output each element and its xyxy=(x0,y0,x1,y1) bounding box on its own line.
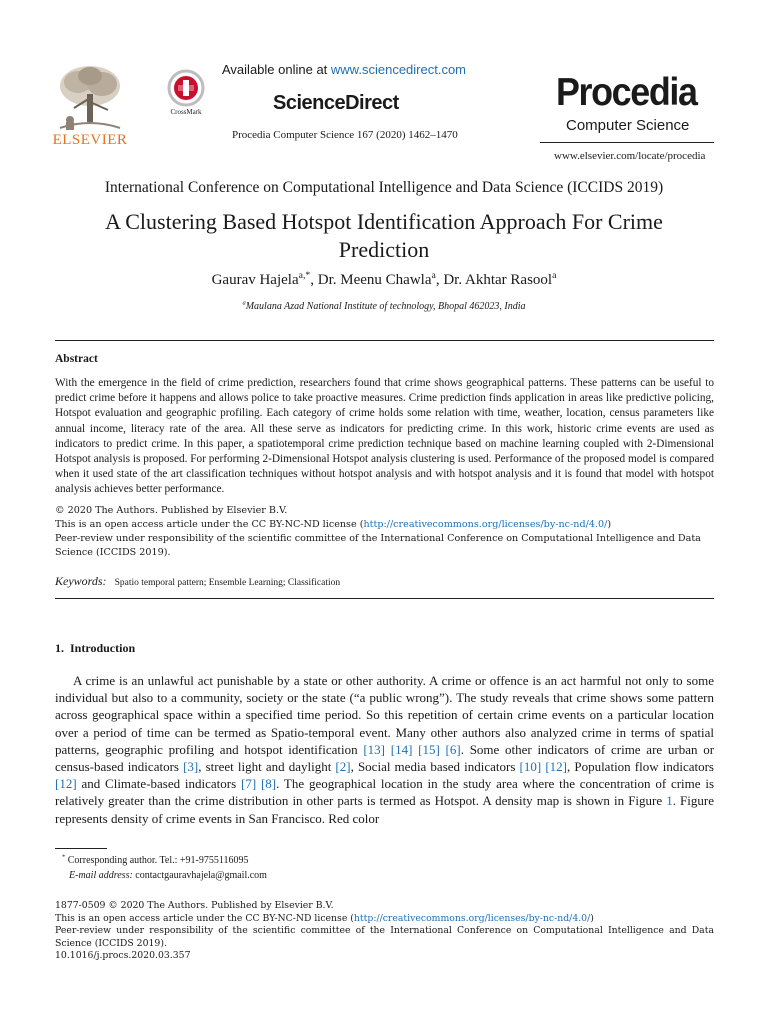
peer-review-line: Peer-review under responsibility of the scientific committee of the International Conference on Computational Intelligence and Data Science (ICCIDS 2019). xyxy=(55,533,701,558)
corresponding-author: * Corresponding author. Tel.: +91-9755116095 xyxy=(62,853,249,866)
license-link[interactable]: http://creativecommons.org/licenses/by-nc-nd/4.0/ xyxy=(363,519,608,530)
author-1: Gaurav Hajela xyxy=(211,272,299,288)
citation-8[interactable]: [8] xyxy=(260,776,277,792)
procedia-subtitle: Computer Science xyxy=(566,117,690,134)
paper-title-line-1: A Clustering Based Hotspot Identification Approach For Crime xyxy=(105,209,663,234)
issn-line: 1877-0509 © 2020 The Authors. Published by Elsevier B.V. xyxy=(55,900,334,911)
author-email[interactable]: contactgauravhajela@gmail.com xyxy=(135,870,267,881)
sciencedirect-logo: ScienceDirect xyxy=(273,92,399,114)
introduction-paragraph: A crime is an unlawful act punishable by a state or other authority. A crime or offence is an act harmful not only to some individual but also to a community, society or the state (“a public wrong”). The study reveals that crime shows some pattern across geographical space within a specified time period. So this repetition of certain crime events on a particular location over a period of time can be termed as Spatio-temporal event. Many other authors also analyzed crime in terms of spatial patterns, geographic profiling and hotspot identification [13] [14] [15] [6]. Some other indicators of crime are urban or census-based indicators [3], street light and daylight [2], Social media based indicators [10] [12], Population flow indicators [12] and Climate-based indicators [7] [8]. The geographical location in the study area where the concentration of crime is relatively greater than the crime distribution in other parts is termed as Hotspot. A density map is shown in Figure 1. Figure represents density of crime events in San Francisco. Red color xyxy=(55,673,715,826)
abstract-text: With the emergence in the field of crime prediction, researchers found that crime shows geographical patterns. These patterns can be useful to predict crime before it happens and allows police to take proactive measures. Crime prediction finds application in areas like predictive policing, Hotspot evaluation and geographic profiling. Each category of crime holds some relation with time, weather, location, census parameters like annual income, literacy rate of the area. All these serve as indicators for predicting crime. In this work, historic crime events are used as indicators to predict crime. In this paper, a spatiotemporal crime prediction technique based on machine learning coupled with 2-Dimensional Hotspot analysis is proposed. For performing 2-Dimensional Hotspot analysis clustering is used. Performance of the proposed model is compared when it used state of the art classification techniques without hotspot analysis and with hotspot analysis and it is found that model with hotspot analysis achieves better performance. xyxy=(55,377,714,496)
email-line: E-mail address: contactgauravhajela@gmail.com xyxy=(69,870,267,881)
author-3: , Dr. Akhtar Rasool xyxy=(435,272,553,288)
affiliation: $^a$Maulana Azad National Institute of technology, Bhopal 462023, India xyxy=(242,299,526,312)
footnote xyxy=(62,853,267,883)
footnote-rule xyxy=(55,848,107,849)
paper-title xyxy=(0,208,768,264)
open-access-line: This is an open access article under the CC BY-NC-ND license (http://creativecommons.org/licenses/by-nc-nd/4.0/) xyxy=(55,519,612,530)
citation-2[interactable]: [2] xyxy=(335,759,351,775)
section-heading: 1. Introduction xyxy=(55,641,136,655)
elsevier-logo xyxy=(52,62,128,150)
conference-name: International Conference on Computational Intelligence and Data Science (ICCIDS 2019) xyxy=(104,179,664,196)
footer-peer-review: Peer-review under responsibility of the scientific committee of the International Conference on Computational Intelligence and Data Science (ICCIDS 2019). xyxy=(55,925,714,949)
sciencedirect-link[interactable]: www.sciencedirect.com xyxy=(330,62,467,77)
citation-6[interactable]: [6] xyxy=(445,741,461,757)
journal-citation: Procedia Computer Science 167 (2020) 1462–1470 xyxy=(232,129,458,141)
citation-3[interactable]: [3] xyxy=(183,759,199,775)
keywords-list: Spatio temporal pattern; Ensemble Learning; Classification xyxy=(114,578,341,588)
divider-bottom xyxy=(55,598,714,599)
page-footer xyxy=(55,900,714,963)
license-block xyxy=(55,504,714,560)
abstract-heading: Abstract xyxy=(55,353,98,365)
crossmark-label: CrossMark xyxy=(170,108,202,116)
footer-license-link[interactable]: http://creativecommons.org/licenses/by-nc-nd/4.0/ xyxy=(353,912,591,924)
keywords xyxy=(55,572,714,590)
elsevier-tree-icon xyxy=(52,62,128,134)
figure-1-link[interactable]: 1 xyxy=(666,793,673,809)
copyright-line: © 2020 The Authors. Published by Elsevier B.V. xyxy=(55,505,288,516)
procedia-url: www.elsevier.com/locate/procedia xyxy=(554,150,706,162)
citation-7[interactable]: [7] xyxy=(240,776,257,792)
citation-15[interactable]: [15] xyxy=(418,741,440,757)
citation-14[interactable]: [14] xyxy=(390,741,413,757)
citation-12-second[interactable]: [12] xyxy=(55,776,77,792)
citation-13[interactable]: [13] xyxy=(363,741,385,757)
footer-open-access: This is an open access article under the CC BY-NC-ND license (http://creativecommons.org/licenses/by-nc-nd/4.0/) xyxy=(55,912,594,924)
procedia-divider xyxy=(540,142,714,143)
citation-12[interactable]: [12] xyxy=(545,759,567,775)
doi[interactable]: 10.1016/j.procs.2020.03.357 xyxy=(55,950,191,962)
citation-10[interactable]: [10] xyxy=(519,759,542,775)
available-online: Available online at www.sciencedirect.com xyxy=(222,62,467,77)
author-2: , Dr. Meenu Chawla xyxy=(310,272,432,288)
crossmark-logo[interactable] xyxy=(163,68,209,120)
divider-top xyxy=(55,340,714,341)
procedia-title: Procedia xyxy=(556,71,697,114)
crossmark-icon xyxy=(163,68,209,108)
keywords-label: Keywords: xyxy=(55,574,107,588)
elsevier-wordmark: ELSEVIER xyxy=(52,132,128,148)
author-list: Gaurav Hajela$^{a,*}$, Dr. Meenu Chawla$^a$, Dr. Akhtar Rasool$^a$ xyxy=(211,270,557,288)
paper-title-line-2: Prediction xyxy=(338,237,430,262)
